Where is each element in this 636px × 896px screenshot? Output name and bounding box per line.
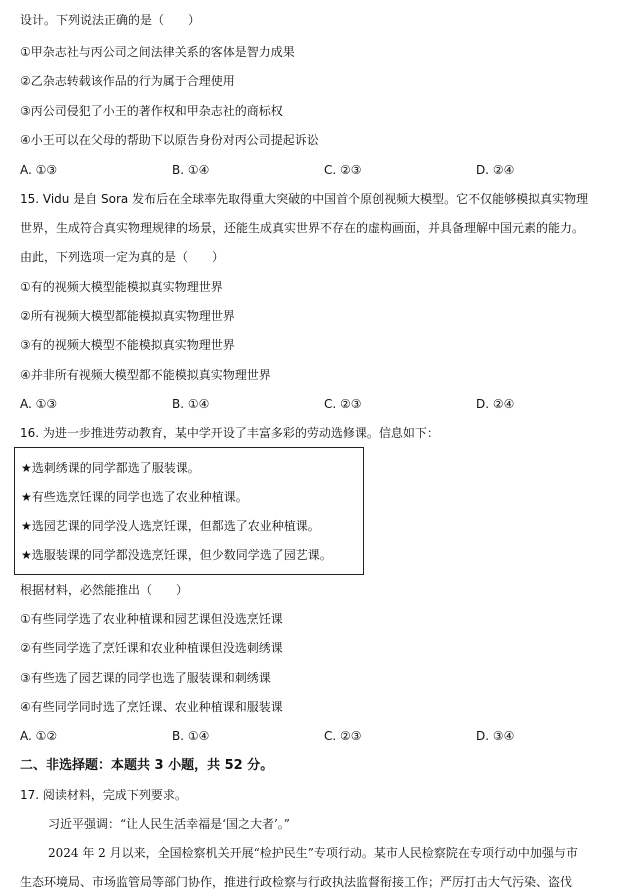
q15-stem-line-1: 15. Vidu 是自 Sora 发布后在全球率先取得重大突破的中国首个原创视频大模型。它不仅能够模拟真实物理 xyxy=(20,192,589,206)
q15-stem-line-2: 世界，生成符合真实物理规律的场景，还能生成真实世界不存在的虚构画面，并具备理解中国元素的能力。 xyxy=(20,221,585,235)
q16-option-d[interactable]: D. ③④ xyxy=(476,729,515,743)
q14-option-c[interactable]: C. ②③ xyxy=(324,163,362,177)
q14-item-2: ②乙杂志转载该作品的行为属于合理使用 xyxy=(20,74,235,88)
section-heading: 二、非选择题：本题共 3 小题，共 52 分。 xyxy=(20,758,274,773)
q16-option-a[interactable]: A. ①② xyxy=(20,729,58,743)
q17-stem: 17. 阅读材料，完成下列要求。 xyxy=(20,788,187,802)
q16-item-3: ③有些选了园艺课的同学也选了服装课和刺绣课 xyxy=(20,671,271,685)
q17-quote: 习近平强调：“让人民生活幸福是‘国之大者’。” xyxy=(48,817,290,831)
q14-item-1: ①甲杂志社与丙公司之间法律关系的客体是智力成果 xyxy=(20,45,295,59)
q16-info-box xyxy=(14,447,364,575)
q15-stem-line-3: 由此，下列选项一定为真的是（ ） xyxy=(20,250,225,264)
q15-item-3: ③有的视频大模型不能模拟真实物理世界 xyxy=(20,338,235,352)
q15-option-b[interactable]: B. ①④ xyxy=(172,397,210,411)
q16-item-1: ①有些同学选了农业种植课和园艺课但没选烹饪课 xyxy=(20,612,283,626)
q15-item-4: ④并非所有视频大模型都不能模拟真实物理世界 xyxy=(20,368,271,382)
q17-paragraph-line-2: 生态环境局、市场监管局等部门协作，推进行政检察与行政执法监督衔接工作；严厉打击大气污染、盗伐 xyxy=(20,875,573,889)
q17-paragraph-line-1: 2024 年 2 月以来，全国检察机关开展“检护民生”专项行动。某市人民检察院在专项行动中加强与市 xyxy=(48,846,578,860)
q16-item-2: ②有些同学选了烹饪课和农业种植课但没选刺绣课 xyxy=(20,641,283,655)
q14-item-3: ③丙公司侵犯了小王的著作权和甲杂志社的商标权 xyxy=(20,104,283,118)
q15-option-a[interactable]: A. ①③ xyxy=(20,397,58,411)
q16-option-c[interactable]: C. ②③ xyxy=(324,729,362,743)
q14-option-a[interactable]: A. ①③ xyxy=(20,163,58,177)
q14-option-b[interactable]: B. ①④ xyxy=(172,163,210,177)
q16-info-4: ★选服装课的同学都没选烹饪课，但少数同学选了园艺课。 xyxy=(21,548,332,562)
q14-option-d[interactable]: D. ②④ xyxy=(476,163,515,177)
q15-option-d[interactable]: D. ②④ xyxy=(476,397,515,411)
q14-intro: 设计。下列说法正确的是（ ） xyxy=(20,13,201,27)
q15-item-1: ①有的视频大模型能模拟真实物理世界 xyxy=(20,280,223,294)
q16-item-4: ④有些同学同时选了烹饪课、农业种植课和服装课 xyxy=(20,700,283,714)
q16-ask: 根据材料，必然能推出（ ） xyxy=(20,583,189,597)
q16-info-2: ★有些选烹饪课的同学也选了农业种植课。 xyxy=(21,490,248,504)
q15-option-c[interactable]: C. ②③ xyxy=(324,397,362,411)
q15-item-2: ②所有视频大模型都能模拟真实物理世界 xyxy=(20,309,235,323)
q16-stem: 16. 为进一步推进劳动教育，某中学开设了丰富多彩的劳动选修课。信息如下： xyxy=(20,426,439,440)
q16-info-3: ★选园艺课的同学没人选烹饪课，但都选了农业种植课。 xyxy=(21,519,320,533)
q14-item-4: ④小王可以在父母的帮助下以原告身份对丙公司提起诉讼 xyxy=(20,133,319,147)
q16-option-b[interactable]: B. ①④ xyxy=(172,729,210,743)
q16-info-1: ★选刺绣课的同学都选了服装课。 xyxy=(21,461,200,475)
